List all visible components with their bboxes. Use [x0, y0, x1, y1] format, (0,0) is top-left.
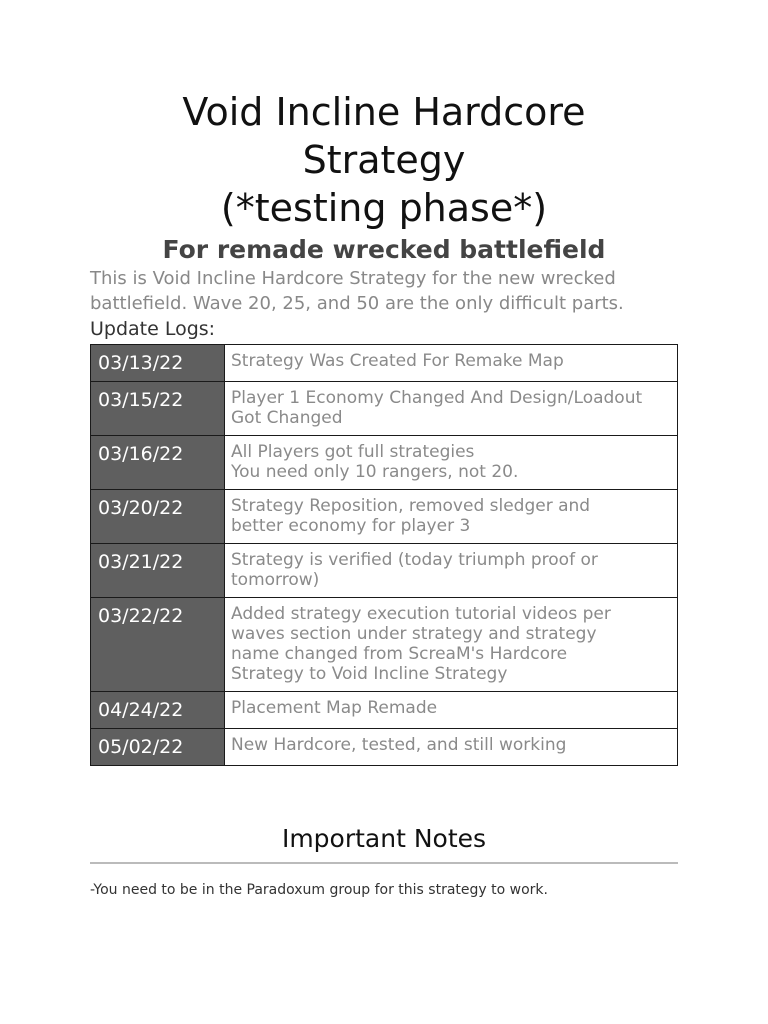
table-row — [91, 382, 678, 436]
log-line: Placement Map Remade — [231, 698, 438, 718]
log-line: Strategy is verified (today triumph proof or — [231, 550, 598, 570]
log-date: 04/24/22 — [91, 692, 225, 729]
update-logs-heading: Update Logs: — [90, 318, 216, 340]
table-row — [91, 692, 678, 729]
log-line: Got Changed — [231, 408, 343, 428]
log-date: 03/13/22 — [91, 345, 225, 382]
log-description — [225, 436, 678, 490]
document-subtitle: For remade wrecked battlefield — [162, 235, 606, 264]
log-description — [225, 490, 678, 544]
table-row — [91, 544, 678, 598]
intro-paragraph: This is Void Incline Hardcore Strategy for the new wrecked battlefield. Wave 20, 25, and 50 are the only difficult parts. — [90, 268, 624, 314]
table-row — [91, 345, 678, 382]
log-description — [225, 382, 678, 436]
log-line: Strategy to Void Incline Strategy — [231, 664, 508, 684]
log-date: 03/21/22 — [91, 544, 225, 598]
log-description — [225, 692, 678, 729]
log-date: 03/16/22 — [91, 436, 225, 490]
title-line: Strategy — [302, 138, 466, 182]
log-date: 03/20/22 — [91, 490, 225, 544]
log-line: name changed from ScreaM's Hardcore — [231, 644, 568, 664]
log-description — [225, 598, 678, 692]
log-line: Strategy Was Created For Remake Map — [231, 351, 564, 371]
log-line: New Hardcore, tested, and still working — [231, 735, 567, 755]
log-date: 03/22/22 — [91, 598, 225, 692]
log-line: Added strategy execution tutorial videos per — [231, 604, 611, 624]
note-text: -You need to be in the Paradoxum group for this strategy to work. — [90, 882, 548, 898]
title-line: (*testing phase*) — [220, 186, 548, 230]
document-page — [90, 88, 678, 900]
title-line: Void Incline Hardcore — [182, 90, 586, 134]
section-divider — [90, 862, 678, 864]
update-logs-table — [90, 344, 678, 766]
log-description — [225, 729, 678, 766]
log-line: Strategy Reposition, removed sledger and — [231, 496, 591, 516]
table-row — [91, 490, 678, 544]
log-date: 05/02/22 — [91, 729, 225, 766]
log-description — [225, 345, 678, 382]
table-row — [91, 729, 678, 766]
log-line: better economy for player 3 — [231, 516, 471, 536]
log-line: tomorrow) — [231, 570, 320, 590]
document-title — [90, 88, 678, 232]
table-row — [91, 436, 678, 490]
log-line: waves section under strategy and strategy — [231, 624, 597, 644]
table-row — [91, 598, 678, 692]
log-date: 03/15/22 — [91, 382, 225, 436]
log-line: You need only 10 rangers, not 20. — [231, 462, 519, 482]
log-line: Player 1 Economy Changed And Design/Loadout — [231, 388, 643, 408]
important-notes-heading: Important Notes — [281, 824, 487, 853]
log-line: All Players got full strategies — [231, 442, 475, 462]
log-description — [225, 544, 678, 598]
